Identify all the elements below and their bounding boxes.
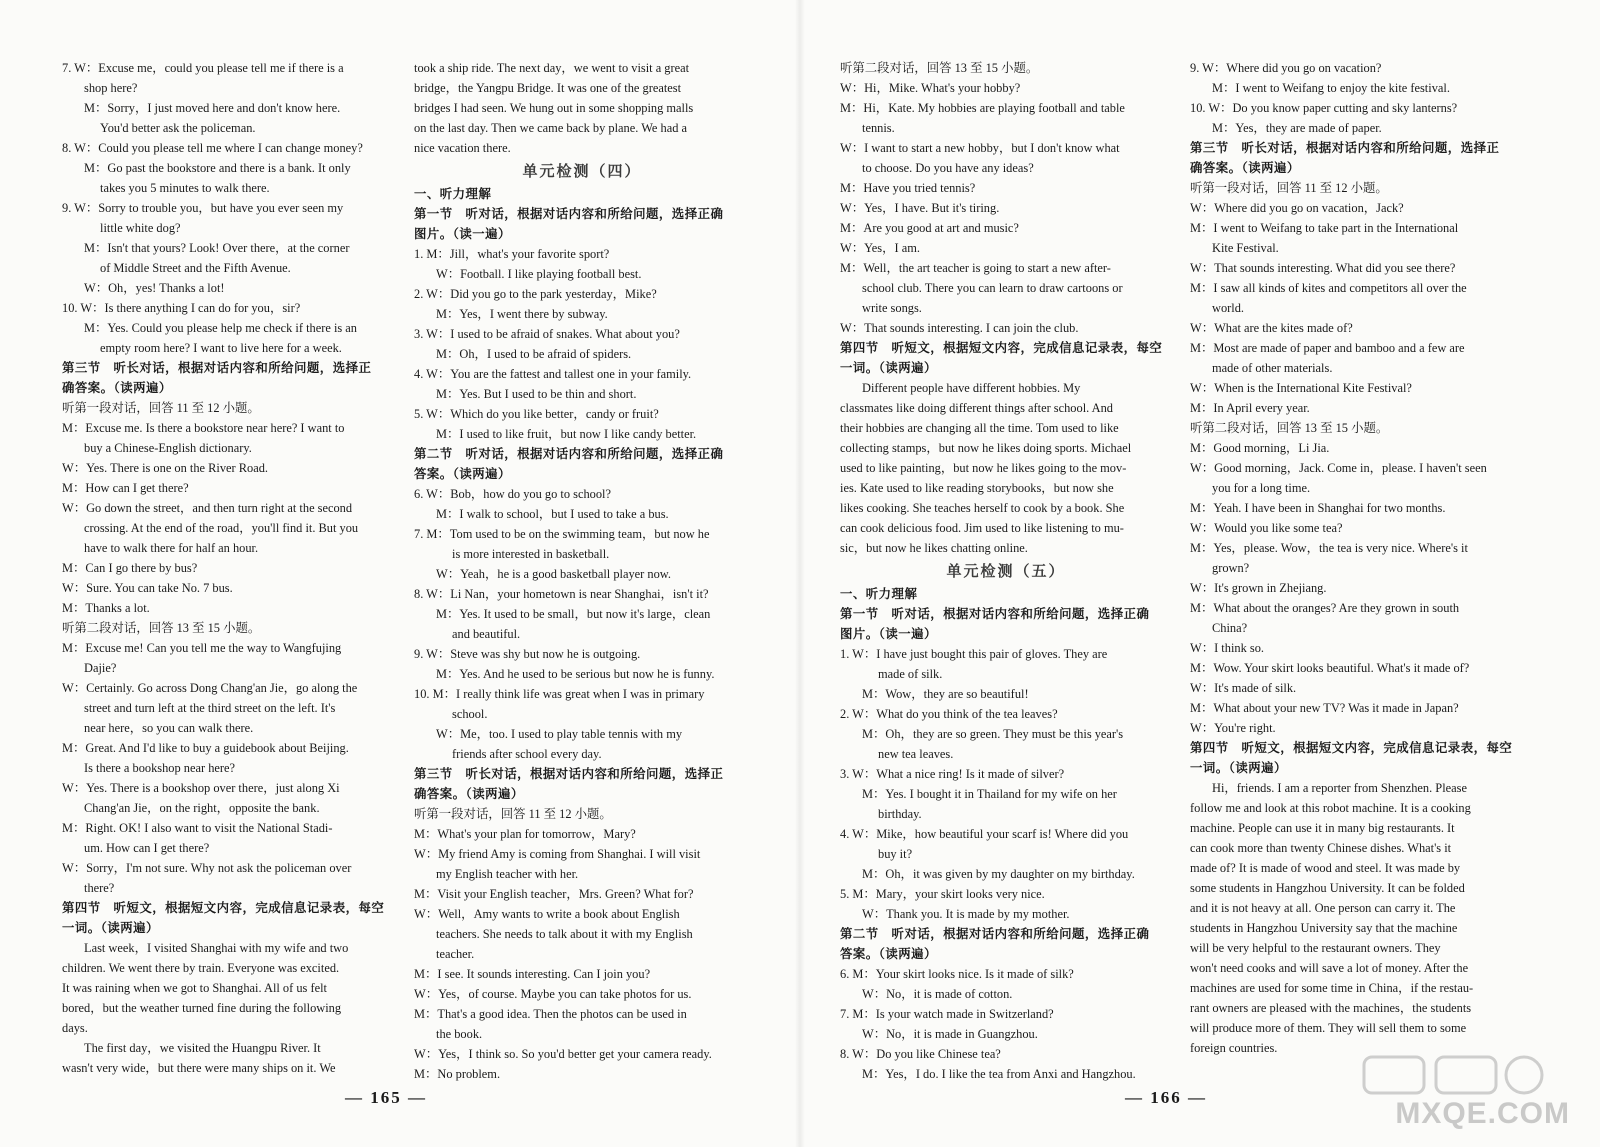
text-line: and it is not heavy at all. One person can carry it. The (1190, 901, 1456, 915)
text-line: there? (84, 881, 115, 895)
section-heading: 第二节 听对话，根据对话内容和所给问题，选择正确 (840, 927, 1150, 941)
text-line: M：What about your new TV? Was it made in Japan? (1190, 701, 1459, 715)
text-line: W：Yes，of course. Maybe you can take photos for us. (414, 987, 692, 1001)
text-line: street and turn left at the third street on the left. It's (84, 701, 336, 715)
text-line: will produce more of them. They will sell them to some (1190, 1021, 1467, 1035)
text-line: M：Right. OK! I also want to visit the National Stadi- (62, 821, 333, 835)
text-line: M：Sorry，I just moved here and don't know here. (84, 101, 341, 115)
text-line: the book. (436, 1027, 483, 1041)
text-line: bridges I had seen. We hung out in some shopping malls (414, 101, 694, 115)
text-line: M：I went to Weifang to take part in the International (1190, 221, 1459, 235)
text-line: collecting stamps，but now he likes doing sports. Michael (840, 441, 1132, 455)
text-line: children. We went there by train. Everyone was excited. (62, 961, 340, 975)
text-line: world. (1212, 301, 1245, 315)
section-heading: 确答案。（读两遍） (414, 787, 524, 801)
text-line: 5. W：Which do you like better，candy or fruit? (414, 407, 659, 421)
text-line: 9. W：Where did you go on vacation? (1190, 61, 1382, 75)
text-line: M：How can I get there? (62, 481, 189, 495)
section-heading: 第三节 听长对话，根据对话内容和所给问题，选择正 (1190, 141, 1500, 155)
text-line: shop here? (84, 81, 138, 95)
text-line: their hobbies are changing all the time. Tom used to like (840, 421, 1119, 435)
text-line: W：My friend Amy is coming from Shanghai. I will visit (414, 847, 701, 861)
text-line: can cook delicious food. Jim used to like listening to mu- (840, 521, 1124, 535)
text-line: M：Yes. And he used to be serious but now he is funny. (436, 667, 715, 681)
text-line: M：Yes. But I used to be thin and short. (436, 387, 637, 401)
text-line: M：Are you good at art and music? (840, 221, 1019, 235)
text-line: to choose. Do you have any ideas? (862, 161, 1034, 175)
text-line: is more interested in basketball. (452, 547, 610, 561)
text-line: M：Yes. I bought it in Thailand for my wife on her (862, 787, 1117, 801)
text-line: school. (452, 707, 488, 721)
text-line: M：Most are made of paper and bamboo and a few are (1190, 341, 1465, 355)
text-line: 听第一段对话，回答 11 至 12 小题。 (1190, 181, 1388, 195)
text-line: 9. W：Steve was shy but now he is outgoing. (414, 647, 641, 661)
text-line: 10. W：Do you know paper cutting and sky lanterns? (1190, 101, 1458, 115)
text-line: made of silk. (878, 667, 943, 681)
text-line: M：Have you tried tennis? (840, 181, 976, 195)
text-line: nice vacation there. (414, 141, 511, 155)
text-line: Is there a bookshop near here? (84, 761, 236, 775)
text-line: M：I see. It sounds interesting. Can I join you? (414, 967, 651, 981)
text-line: school club. There you can learn to draw cartoons or (862, 281, 1123, 295)
text-line: M：Oh，it was given by my daughter on my birthday. (862, 867, 1135, 881)
left-page-column-1 (62, 58, 400, 1078)
text-line: 7. M：Is your watch made in Switzerland? (840, 1007, 1054, 1021)
text-line: M：Thanks a lot. (62, 601, 150, 615)
section-heading: 一词。（读两遍） (840, 361, 937, 375)
text-line: little white dog? (100, 221, 181, 235)
text-line: M：Wow，they are so beautiful! (862, 687, 1029, 701)
text-line: 8. W：Could you please tell me where I can change money? (62, 141, 363, 155)
page-fold-shadow (795, 0, 805, 1147)
text-line: M：What's your plan for tomorrow，Mary? (414, 827, 636, 841)
text-line: 3. W：What a nice ring! Is it made of silver? (840, 767, 1065, 781)
text-line: my English teacher with her. (436, 867, 579, 881)
text-line: Last week，I visited Shanghai with my wife and two (84, 941, 349, 955)
text-line: W：Go down the street，and then turn right at the second (62, 501, 353, 515)
text-line: M：Yeah. I have been in Shanghai for two months. (1190, 501, 1446, 515)
text-line: M：I walk to school，but I used to take a bus. (436, 507, 669, 521)
text-line: W：Yes，I think so. So you'd better get your camera ready. (414, 1047, 712, 1061)
text-line: W：No，it is made in Guangzhou. (862, 1027, 1038, 1041)
text-line: M：Excuse me. Is there a bookstore near here? I want to (62, 421, 345, 435)
text-line: write songs. (862, 301, 922, 315)
section-heading: 第三节 听长对话，根据对话内容和所给问题，选择正 (62, 361, 372, 375)
section-heading: 答案。（读两遍） (840, 947, 937, 961)
text-line: won't need cooks and will save a lot of money. After the (1190, 961, 1469, 975)
text-line: 8. W：Do you like Chinese tea? (840, 1047, 1001, 1061)
text-line: W：Where did you go on vacation，Jack? (1190, 201, 1404, 215)
text-line: M：Visit your English teacher，Mrs. Green? What for? (414, 887, 694, 901)
text-line: It was raining when we got to Shanghai. All of us felt (62, 981, 327, 995)
text-line: M：No problem. (414, 1067, 501, 1081)
text-line: M：Yes，I went there by subway. (436, 307, 608, 321)
text-line: W：Yes. There is a bookshop over there，just along Xi (62, 781, 340, 795)
text-line: takes you 5 minutes to walk there. (100, 181, 270, 195)
text-line: 1. M：Jill，what's your favorite sport? (414, 247, 610, 261)
text-line: M：Hi，Kate. My hobbies are playing football and table (840, 101, 1125, 115)
text-line: friends after school every day. (452, 747, 602, 761)
text-line: made of other materials. (1212, 361, 1333, 375)
text-line: can cook more than twenty Chinese dishes. What's it (1190, 841, 1452, 855)
section-heading: 一、听力理解 (414, 187, 492, 201)
section-heading: 第一节 听对话，根据对话内容和所给问题，选择正确 (414, 207, 724, 221)
section-heading: 第四节 听短文，根据短文内容，完成信息记录表，每空 (840, 341, 1163, 355)
text-line: 听第一段对话，回答 11 至 12 小题。 (62, 401, 260, 415)
text-line: M：Excuse me! Can you tell me the way to Wangfujing (62, 641, 342, 655)
text-line: 听第二段对话，回答 13 至 15 小题。 (62, 621, 261, 635)
text-line: crossing. At the end of the road，you'll find it. But you (84, 521, 359, 535)
text-line: 4. W：Mike，how beautiful your scarf is! Where did you (840, 827, 1129, 841)
section-heading: 确答案。（读两遍） (1190, 161, 1300, 175)
text-line: You'd better ask the policeman. (100, 121, 256, 135)
text-line: W：Would you like some tea? (1190, 521, 1343, 535)
text-line: Hi，friends. I am a reporter from Shenzhen. Please (1212, 781, 1467, 795)
text-line: used to like painting，but now he likes going to the mov- (840, 461, 1127, 475)
text-line: W：Sure. You can take No. 7 bus. (62, 581, 233, 595)
text-line: M：Yes，I do. I like the tea from Anxi and Hangzhou. (862, 1067, 1136, 1081)
text-line: 听第二段对话，回答 13 至 15 小题。 (840, 61, 1039, 75)
text-line: W：You're right. (1190, 721, 1276, 735)
text-line: M：Yes. It used to be small，but now it's large，clean (436, 607, 711, 621)
text-line: 10. M：I really think life was great when I was in primary (414, 687, 705, 701)
text-line: Kite Festival. (1212, 241, 1279, 255)
text-line: sic，but now he likes chatting online. (840, 541, 1028, 555)
text-line: M：Go past the bookstore and there is a bank. It only (84, 161, 351, 175)
text-line: M：Great. And I'd like to buy a guidebook about Beijing. (62, 741, 349, 755)
text-line: 6. M：Your skirt looks nice. Is it made of silk? (840, 967, 1074, 981)
text-line: bridge，the Yangpu Bridge. It was one of the greatest (414, 81, 682, 95)
text-line: W：Thank you. It is made by my mother. (862, 907, 1070, 921)
text-line: W：It's grown in Zhejiang. (1190, 581, 1327, 595)
section-heading: 一词。（读两遍） (62, 921, 159, 935)
text-line: M：Isn't that yours? Look! Over there，at the corner (84, 241, 350, 255)
text-line: Dajie? (84, 661, 117, 675)
section-heading: 答案。（读两遍） (414, 467, 511, 481)
text-line: M：I used to like fruit，but now I like candy better. (436, 427, 697, 441)
text-line: M：Well，the art teacher is going to start a new after- (840, 261, 1111, 275)
text-line: 5. M：Mary，your skirt looks very nice. (840, 887, 1045, 901)
text-line: W：It's made of silk. (1190, 681, 1297, 695)
text-line: wasn't very wide，but there were many ships on it. We (62, 1061, 336, 1075)
text-line: and beautiful. (452, 627, 521, 641)
text-line: likes cooking. She teaches herself to cook by a book. She (840, 501, 1125, 515)
text-line: M：What about the oranges? Are they grown in south (1190, 601, 1460, 615)
text-line: W：No，it is made of cotton. (862, 987, 1013, 1001)
text-line: have to walk there for half an hour. (84, 541, 259, 555)
text-line: M：Oh，they are so green. They must be this year's (862, 727, 1124, 741)
text-line: W：Well，Amy wants to write a book about English (414, 907, 680, 921)
section-heading: 第一节 听对话，根据对话内容和所给问题，选择正确 (840, 607, 1150, 621)
text-line: classmates like doing different things after school. And (840, 401, 1113, 415)
text-line: days. (62, 1021, 88, 1035)
section-title: 单元检测（四） (522, 164, 642, 180)
text-line: birthday. (878, 807, 922, 821)
section-heading: 第四节 听短文，根据短文内容，完成信息记录表，每空 (62, 901, 385, 915)
page-number-right: — 166 — (1125, 1088, 1207, 1107)
section-heading: 第四节 听短文，根据短文内容，完成信息记录表，每空 (1190, 741, 1513, 755)
text-line: M：I went to Weifang to enjoy the kite festival. (1212, 81, 1450, 95)
text-line: 2. W：What do you think of the tea leaves? (840, 707, 1058, 721)
text-line: W：I think so. (1190, 641, 1264, 655)
text-line: W：Good morning，Jack. Come in，please. I haven't seen (1190, 461, 1487, 475)
text-line: W：Hi，Mike. What's your hobby? (840, 81, 1021, 95)
text-line: M：In April every year. (1190, 401, 1310, 415)
text-line: M：Yes. Could you please help me check if there is an (84, 321, 357, 335)
text-line: foreign countries. (1190, 1041, 1278, 1055)
text-line: M：Can I go there by bus? (62, 561, 198, 575)
section-heading: 第二节 听对话，根据对话内容和所给问题，选择正确 (414, 447, 724, 461)
text-line: W：I want to start a new hobby，but I don't know what (840, 141, 1120, 155)
text-line: 2. W：Did you go to the park yesterday，Mike? (414, 287, 657, 301)
text-line: 听第二段对话，回答 13 至 15 小题。 (1190, 421, 1389, 435)
text-line: M：I saw all kinds of kites and competitors all over the (1190, 281, 1467, 295)
text-line: Chang'an Jie，on the right，opposite the bank. (84, 801, 320, 815)
text-line: W：That sounds interesting. I can join the club. (840, 321, 1079, 335)
text-line: M：Yes，please. Wow，the tea is very nice. Where's it (1190, 541, 1468, 555)
text-line: machine. People can use it in many big restaurants. It (1190, 821, 1455, 835)
section-heading: 一、听力理解 (840, 587, 918, 601)
text-line: you for a long time. (1212, 481, 1311, 495)
text-line: China? (1212, 621, 1248, 635)
text-line: grown? (1212, 561, 1250, 575)
text-line: W：Yes，I have. But it's tiring. (840, 201, 1000, 215)
text-line: students in Hangzhou University say that the machine (1190, 921, 1458, 935)
section-heading: 图片。（读一遍） (840, 627, 937, 641)
text-line: W：Yes，I am. (840, 241, 920, 255)
section-heading: 第三节 听长对话，根据对话内容和所给问题，选择正 (414, 767, 724, 781)
text-line: new tea leaves. (878, 747, 954, 761)
text-line: empty room here? I want to live here for a week. (100, 341, 342, 355)
text-line: ies. Kate used to like reading storybooks，but now she (840, 481, 1114, 495)
text-line: M：Wow. Your skirt looks beautiful. What's it made of? (1190, 661, 1470, 675)
text-line: near here，so you can walk there. (84, 721, 254, 735)
text-line: teachers. She needs to talk about it with my English (436, 927, 693, 941)
text-line: 7. W：Excuse me，could you please tell me if there is a (62, 61, 344, 75)
text-line: buy it? (878, 847, 913, 861)
right-page-column-1 (840, 58, 1172, 1084)
text-line: W：That sounds interesting. What did you see there? (1190, 261, 1456, 275)
text-line: bored，but the weather turned fine during the following (62, 1001, 342, 1015)
text-line: will be very helpful to the restaurant owners. They (1190, 941, 1441, 955)
text-line: 1. W：I have just bought this pair of gloves. They are (840, 647, 1108, 661)
watermark-text: MXQE.COM (1395, 1097, 1570, 1130)
text-line: W：Sorry，I'm not sure. Why not ask the policeman over (62, 861, 352, 875)
section-title: 单元检测（五） (946, 564, 1066, 580)
text-line: The first day，we visited the Huangpu River. It (84, 1041, 321, 1055)
text-line: of Middle Street and the Fifth Avenue. (100, 261, 291, 275)
text-line: 10. W：Is there anything I can do for you，sir? (62, 301, 301, 315)
text-line: 4. W：You are the fattest and tallest one in your family. (414, 367, 692, 381)
section-heading: 一词。（读两遍） (1190, 761, 1287, 775)
text-line: follow me and look at this robot machine. It is a cooking (1190, 801, 1471, 815)
text-line: M：Yes，they are made of paper. (1212, 121, 1382, 135)
text-line: 7. M：Tom used to be on the swimming team，but now he (414, 527, 710, 541)
text-line: Different people have different hobbies. My (862, 381, 1081, 395)
text-line: took a ship ride. The next day，we went to visit a great (414, 61, 690, 75)
text-line: W：Yeah，he is a good basketball player now. (436, 567, 672, 581)
right-page-column-2 (1190, 58, 1520, 1058)
text-line: M：Oh，I used to be afraid of spiders. (436, 347, 632, 361)
text-line: W：What are the kites made of? (1190, 321, 1353, 335)
text-line: W：Football. I like playing football best. (436, 267, 642, 281)
section-heading: 图片。（读一遍） (414, 227, 511, 241)
text-line: M：That's a good idea. Then the photos can be used in (414, 1007, 687, 1021)
text-line: W：Yes. There is one on the River Road. (62, 461, 269, 475)
text-line: W：Certainly. Go across Dong Chang'an Jie，go along the (62, 681, 358, 695)
page-number-left: — 165 — (345, 1088, 427, 1107)
text-line: on the last day. Then we came back by plane. We had a (414, 121, 687, 135)
text-line: W：Me，too. I used to play table tennis with my (436, 727, 683, 741)
text-line: 9. W：Sorry to trouble you，but have you ever seen my (62, 201, 344, 215)
text-line: 听第一段对话，回答 11 至 12 小题。 (414, 807, 612, 821)
text-line: some students in Hangzhou University. It can be folded (1190, 881, 1465, 895)
text-line: 6. W：Bob，how do you go to school? (414, 487, 611, 501)
text-line: rant owners are pleased with the machines，the students (1190, 1001, 1472, 1015)
text-line: machines are used for some time in China，if the restau- (1190, 981, 1474, 995)
text-line: um. How can I get there? (84, 841, 210, 855)
text-line: tennis. (862, 121, 895, 135)
text-line: M：Good morning，Li Jia. (1190, 441, 1330, 455)
text-line: 8. W：Li Nan，your hometown is near Shanghai，isn't it? (414, 587, 709, 601)
text-line: 3. W：I used to be afraid of snakes. What about you? (414, 327, 680, 341)
text-line: W：When is the International Kite Festival? (1190, 381, 1412, 395)
section-heading: 确答案。（读两遍） (62, 381, 172, 395)
text-line: W：Oh，yes! Thanks a lot! (84, 281, 225, 295)
text-line: buy a Chinese-English dictionary. (84, 441, 252, 455)
text-line: teacher. (436, 947, 475, 961)
text-line: made of? It is made of wood and steel. It was made by (1190, 861, 1461, 875)
left-page-column-2 (414, 58, 750, 1084)
